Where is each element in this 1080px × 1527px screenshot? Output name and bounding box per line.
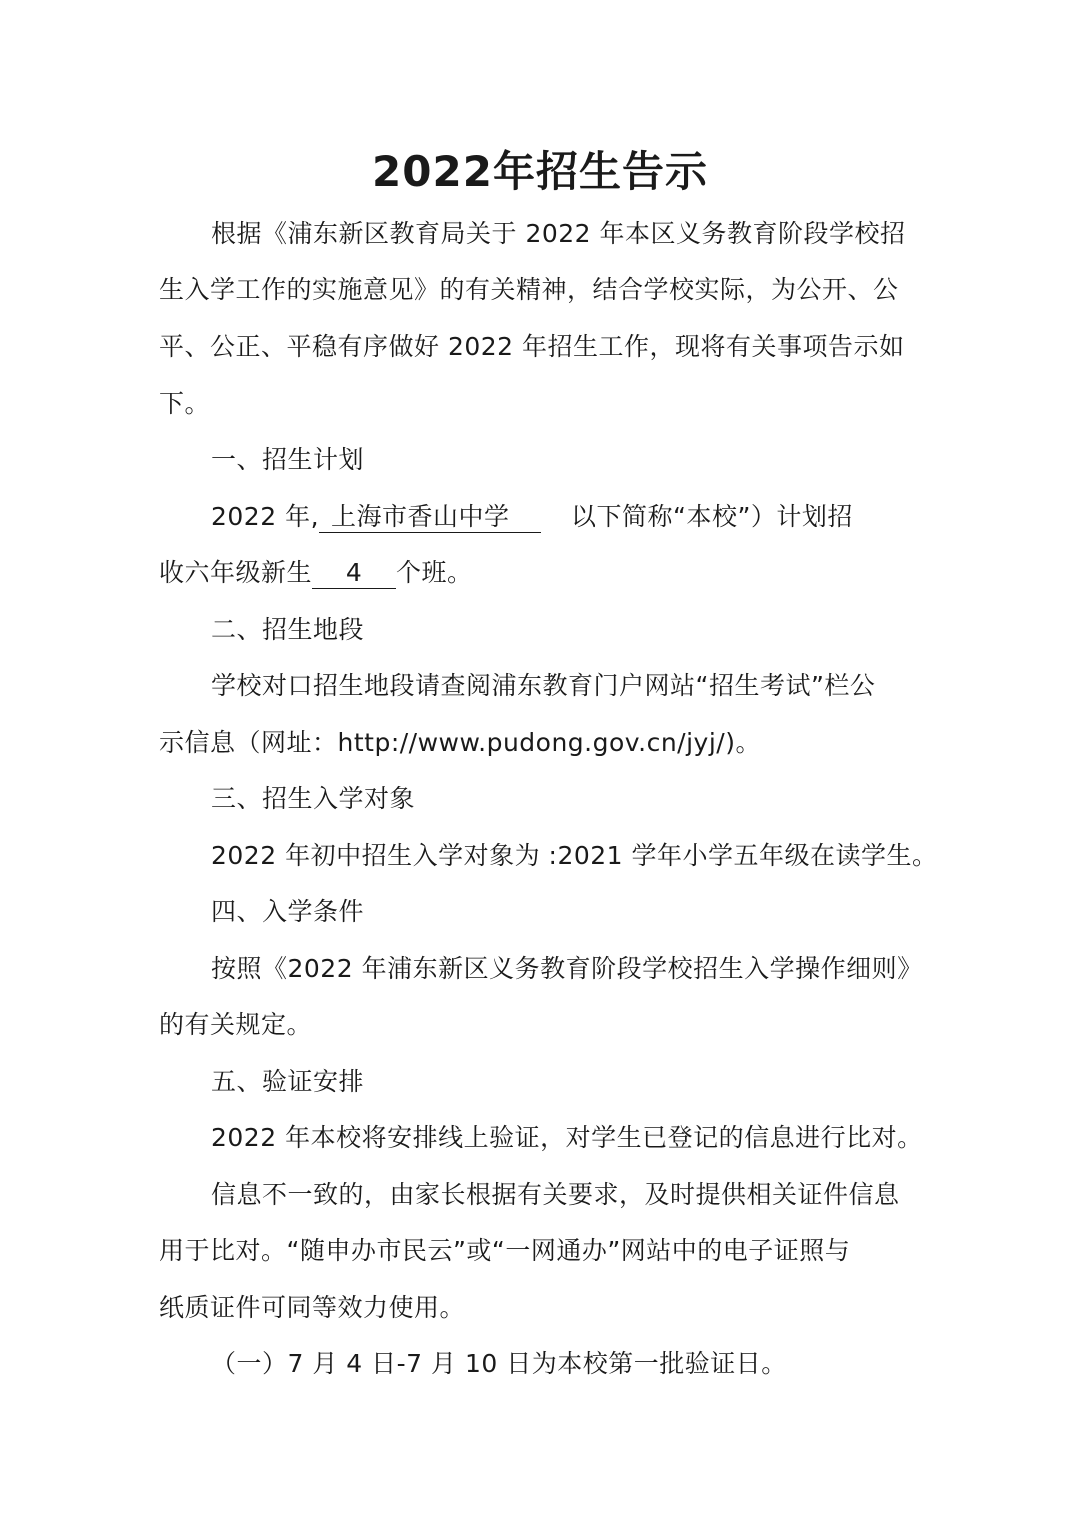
school-name-blank: 上海市香山中学 [319, 502, 541, 533]
section-1-line-1-suffix: 以下简称“本校”）计划招 [571, 502, 853, 531]
intro-line-2: 生入学工作的实施意见》的有关精神，结合学校实际，为公开、公 [159, 275, 899, 304]
section-2-line-2: 示信息（网址：http://www.pudong.gov.cn/jyj/)。 [159, 728, 761, 757]
section-2-line-1: 学校对口招生地段请查阅浦东教育门户网站“招生考试”栏公 [211, 671, 876, 700]
document-title: 2022年招生告示 [372, 147, 708, 196]
section-5-line-3: 用于比对。“随申办市民云”或“一网通办”网站中的电子证照与 [159, 1236, 851, 1265]
section-3-heading: 三、招生入学对象 [211, 784, 416, 813]
section-5-line-1: 2022 年本校将安排线上验证，对学生已登记的信息进行比对。 [211, 1123, 923, 1152]
intro-line-1: 根据《浦东新区教育局关于 2022 年本区义务教育阶段学校招 [211, 219, 906, 248]
section-4-line-2: 的有关规定。 [159, 1010, 313, 1039]
section-5-item-1: （一）7 月 4 日-7 月 10 日为本校第一批验证日。 [211, 1349, 787, 1378]
section-1-heading: 一、招生计划 [211, 445, 365, 474]
class-count-blank: 4 [312, 558, 396, 589]
section-5-line-2: 信息不一致的，由家长根据有关要求，及时提供相关证件信息 [211, 1180, 900, 1209]
intro-line-3: 平、公正、平稳有序做好 2022 年招生工作，现将有关事项告示如 [159, 332, 905, 361]
section-4-heading: 四、入学条件 [211, 897, 365, 926]
section-1-line-2-suffix: 个班。 [396, 558, 473, 587]
section-3-line-1: 2022 年初中招生入学对象为 :2021 学年小学五年级在读学生。 [211, 841, 938, 870]
section-1-line-2-prefix: 收六年级新生 [159, 558, 313, 587]
section-1-line-1 [211, 497, 853, 537]
section-4-line-1: 按照《2022 年浦东新区义务教育阶段学校招生入学操作细则》 [211, 954, 923, 983]
section-5-line-4: 纸质证件可同等效力使用。 [159, 1293, 466, 1322]
section-2-heading: 二、招生地段 [211, 615, 365, 644]
section-5-heading: 五、验证安排 [211, 1067, 365, 1096]
section-1-line-2 [159, 553, 473, 593]
section-1-year: 2022 年, [211, 502, 320, 531]
intro-line-4: 下。 [159, 389, 211, 418]
